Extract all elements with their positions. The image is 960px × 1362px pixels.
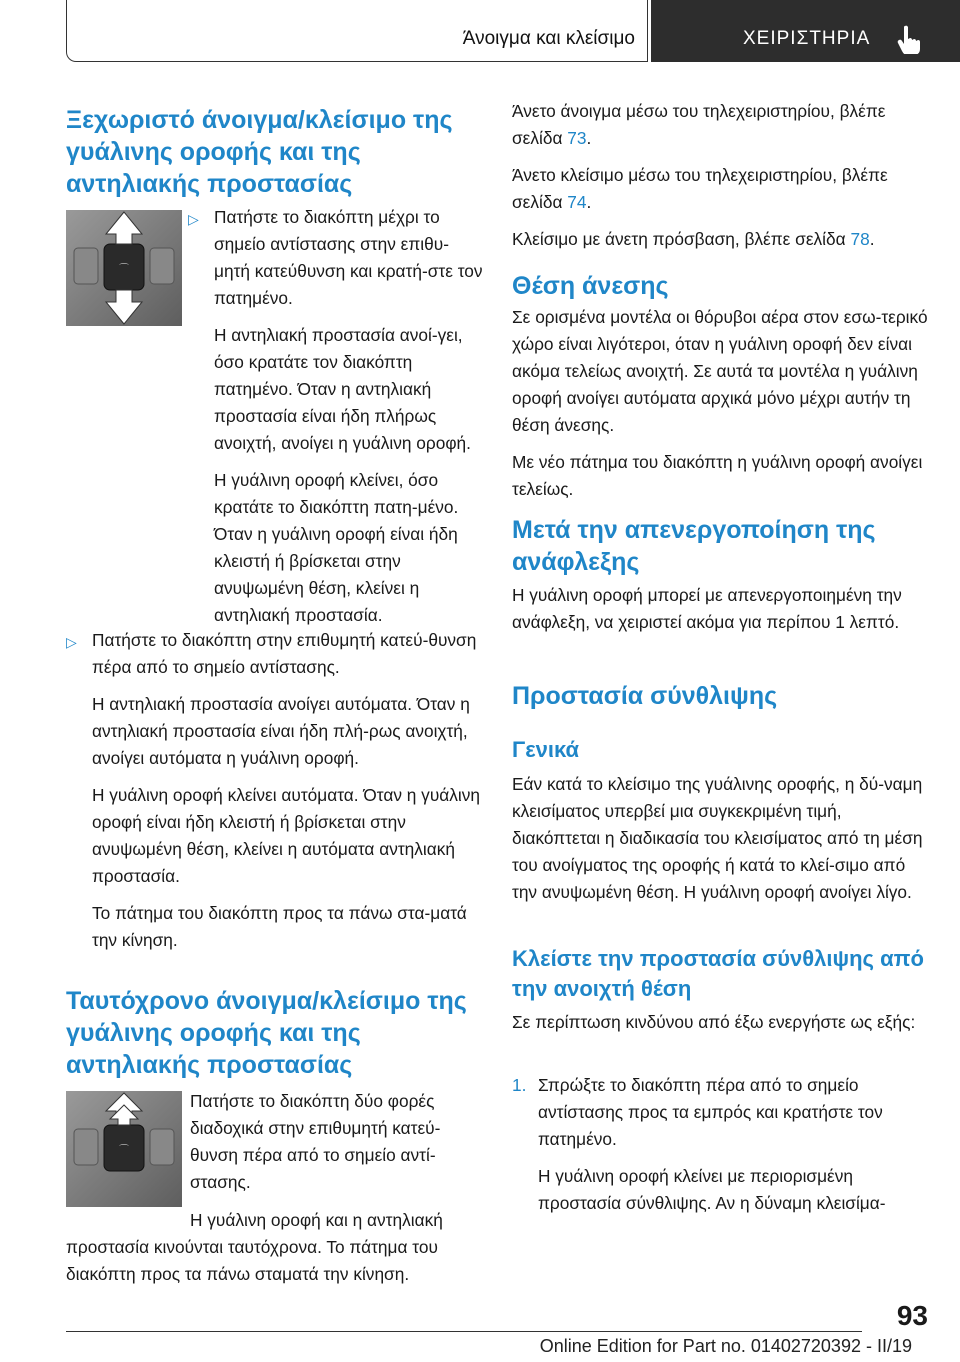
paragraph: Εάν κατά το κλείσιμο της γυάλινης οροφής, η δύ-ναμη κλεισίματος υπερβεί μια συγκεκριμένη τιμή, διακόπτεται η διαδικασία του κλεισίματος από τη μέση του ανοίγματος της οροφής ή κατά το κλεί-σιμο από την ανυψωμένη θέση. Η γυάλινη οροφή ανοίγει λίγο. bbox=[512, 774, 923, 902]
list-item: 1. Σπρώξτε το διακόπτη πέρα από το σημείο αντίστασης προς τα εμπρός και κρατήστε τον πατημένο. bbox=[538, 1072, 928, 1153]
paragraph: Σε ορισμένα μοντέλα οι θόρυβοι αέρα στον εσω-τερικό χώρο είναι λιγότεροι, όταν η γυάλινη οροφή δεν είναι ακόμα τελείως ανοιχτή. Σε αυτά τα μοντέλα η γυάλινη οροφή ανοίγει αυτόματα αρχικά μόνο μέχρι αυτήν τη θέση άνεσης. bbox=[512, 307, 928, 435]
page-link-74[interactable]: 74 bbox=[567, 192, 587, 212]
header-section-box bbox=[66, 0, 648, 62]
section-title: Άνοιγμα και κλείσιμο bbox=[462, 28, 635, 49]
list-item: ▷ Πατήστε το διακόπτη μέχρι το σημείο αντίστασης στην επιθυ-μητή κατεύθυνση και κρατή-στε τον πατημένο. bbox=[188, 207, 483, 308]
paragraph: Η γυάλινη οροφή και η αντηλιακή bbox=[190, 1210, 443, 1230]
paragraph: Η αντηλιακή προστασία ανοί-γει, όσο κρατάτε τον διακόπτη πατημένο. Όταν η αντηλιακή προστασία είναι ήδη πλήρως ανοιχτή, ανοίγει η γυάλινη οροφή. bbox=[214, 325, 471, 453]
paragraph: προστασία κινούνται ταυτόχρονα. Το πάτημα του διακόπτη προς τα πάνω σταματά την κίνηση. bbox=[66, 1237, 438, 1284]
paragraph: Η αντηλιακή προστασία ανοίγει αυτόματα. Όταν η αντηλιακή προστασία είναι ήδη πλή-ρως ανοιχτή, ανοίγει αυτόματα η γυάλινη οροφή. bbox=[92, 694, 470, 768]
heading-comfort-position: Θέση άνεσης bbox=[512, 272, 669, 300]
paragraph: Η γυάλινη οροφή κλείνει, όσο κρατάτε το διακόπτη πατη-μένο. Όταν η γυάλινη οροφή είναι ήδη κλειστή ή βρίσκεται στην ανυψωμένη θέση, κλείνει η αντηλιακή προστασία. bbox=[214, 470, 459, 625]
list-item: ▷ Πατήστε το διακόπτη στην επιθυμητή κατεύ-θυνση πέρα από το σημείο αντίστασης. bbox=[66, 630, 477, 677]
heading-pinch-protection: Προστασία σύνθλιψης bbox=[512, 682, 778, 710]
roof-switch-image bbox=[66, 210, 182, 326]
page-number: 93 bbox=[896, 1300, 928, 1331]
bullet-list-1 bbox=[188, 204, 484, 629]
paragraph: Κλείσιμο με άνετη πρόσβαση, βλέπε σελίδα 78. bbox=[512, 229, 875, 249]
heading-general: Γενικά bbox=[512, 737, 580, 762]
paragraph: Η γυάλινη οροφή μπορεί με απενεργοποιημένη την ανάφλεξη, να χειριστεί ακόμα για περίπου 1 λεπτό. bbox=[512, 585, 902, 632]
heading-separate-open-close: Ξεχωριστό άνοιγμα/κλείσιμο της γυάλινης οροφής και της αντηλιακής προστασίας bbox=[66, 106, 453, 198]
heading-close-from-open: Κλείστε την προστασία σύνθλιψης από την ανοιχτή θέση bbox=[512, 946, 924, 1001]
paragraph: Σε περίπτωση κινδύνου από έξω ενεργήστε ως εξής: bbox=[512, 1012, 916, 1032]
comfort-text bbox=[512, 304, 928, 503]
chapter-title: ΧΕΙΡΙΣΤΗΡΙΑ bbox=[743, 28, 871, 49]
paragraph: Με νέο πάτημα του διακόπτη η γυάλινη οροφή ανοίγει τελείως. bbox=[512, 452, 923, 499]
heading-simultaneous-open-close: Ταυτόχρονο άνοιγμα/κλείσιμο της γυάλινης οροφής και της αντηλιακής προστασίας bbox=[66, 987, 467, 1079]
svg-text:⌒: ⌒ bbox=[119, 264, 129, 275]
paragraph: Το πάτημα του διακόπτη προς τα πάνω στα-ματά την κίνηση. bbox=[92, 903, 467, 950]
bullet-icon: ▷ bbox=[66, 634, 77, 650]
header-chapter-box bbox=[651, 0, 960, 62]
page-link-73[interactable]: 73 bbox=[567, 128, 587, 148]
roof-switch-image bbox=[66, 1091, 182, 1207]
bullet-list-2 bbox=[66, 627, 484, 954]
page-link-78[interactable]: 78 bbox=[850, 229, 870, 249]
footer-divider bbox=[66, 1331, 862, 1332]
paragraph: Πατήστε το διακόπτη δύο φορές διαδοχικά στην επιθυμητή κατεύ-θυνση πέρα από το σημείο αντί-στασης. bbox=[190, 1091, 441, 1192]
bullet-icon: ▷ bbox=[188, 211, 199, 227]
step-number: 1. bbox=[512, 1075, 527, 1095]
heading-after-ignition-off: Μετά την απενεργοποίηση της ανάφλεξης bbox=[512, 516, 876, 576]
cross-references bbox=[512, 98, 928, 253]
footer-edition: Online Edition for Part no. 01402720392 - II/19 bbox=[539, 1336, 912, 1356]
paragraph: Η γυάλινη οροφή κλείνει αυτόματα. Όταν η γυάλινη οροφή είναι ήδη κλειστή ή βρίσκεται στην ανυψωμένη θέση, κλείνει η αυτόματα αντηλιακή προστασία. bbox=[92, 785, 481, 886]
paragraph: Άνετο άνοιγμα μέσω του τηλεχειριστηρίου, βλέπε σελίδα 73. bbox=[512, 101, 886, 148]
paragraph: Η γυάλινη οροφή κλείνει με περιορισμένη προστασία σύνθλιψης. Αν η δύναμη κλεισίμα- bbox=[538, 1166, 886, 1213]
numbered-list bbox=[512, 1072, 928, 1217]
paragraph: Άνετο κλείσιμο μέσω του τηλεχειριστηρίου, βλέπε σελίδα 74. bbox=[512, 165, 888, 212]
svg-text:⌒: ⌒ bbox=[119, 1145, 129, 1156]
hand-pointer-icon bbox=[896, 24, 924, 54]
